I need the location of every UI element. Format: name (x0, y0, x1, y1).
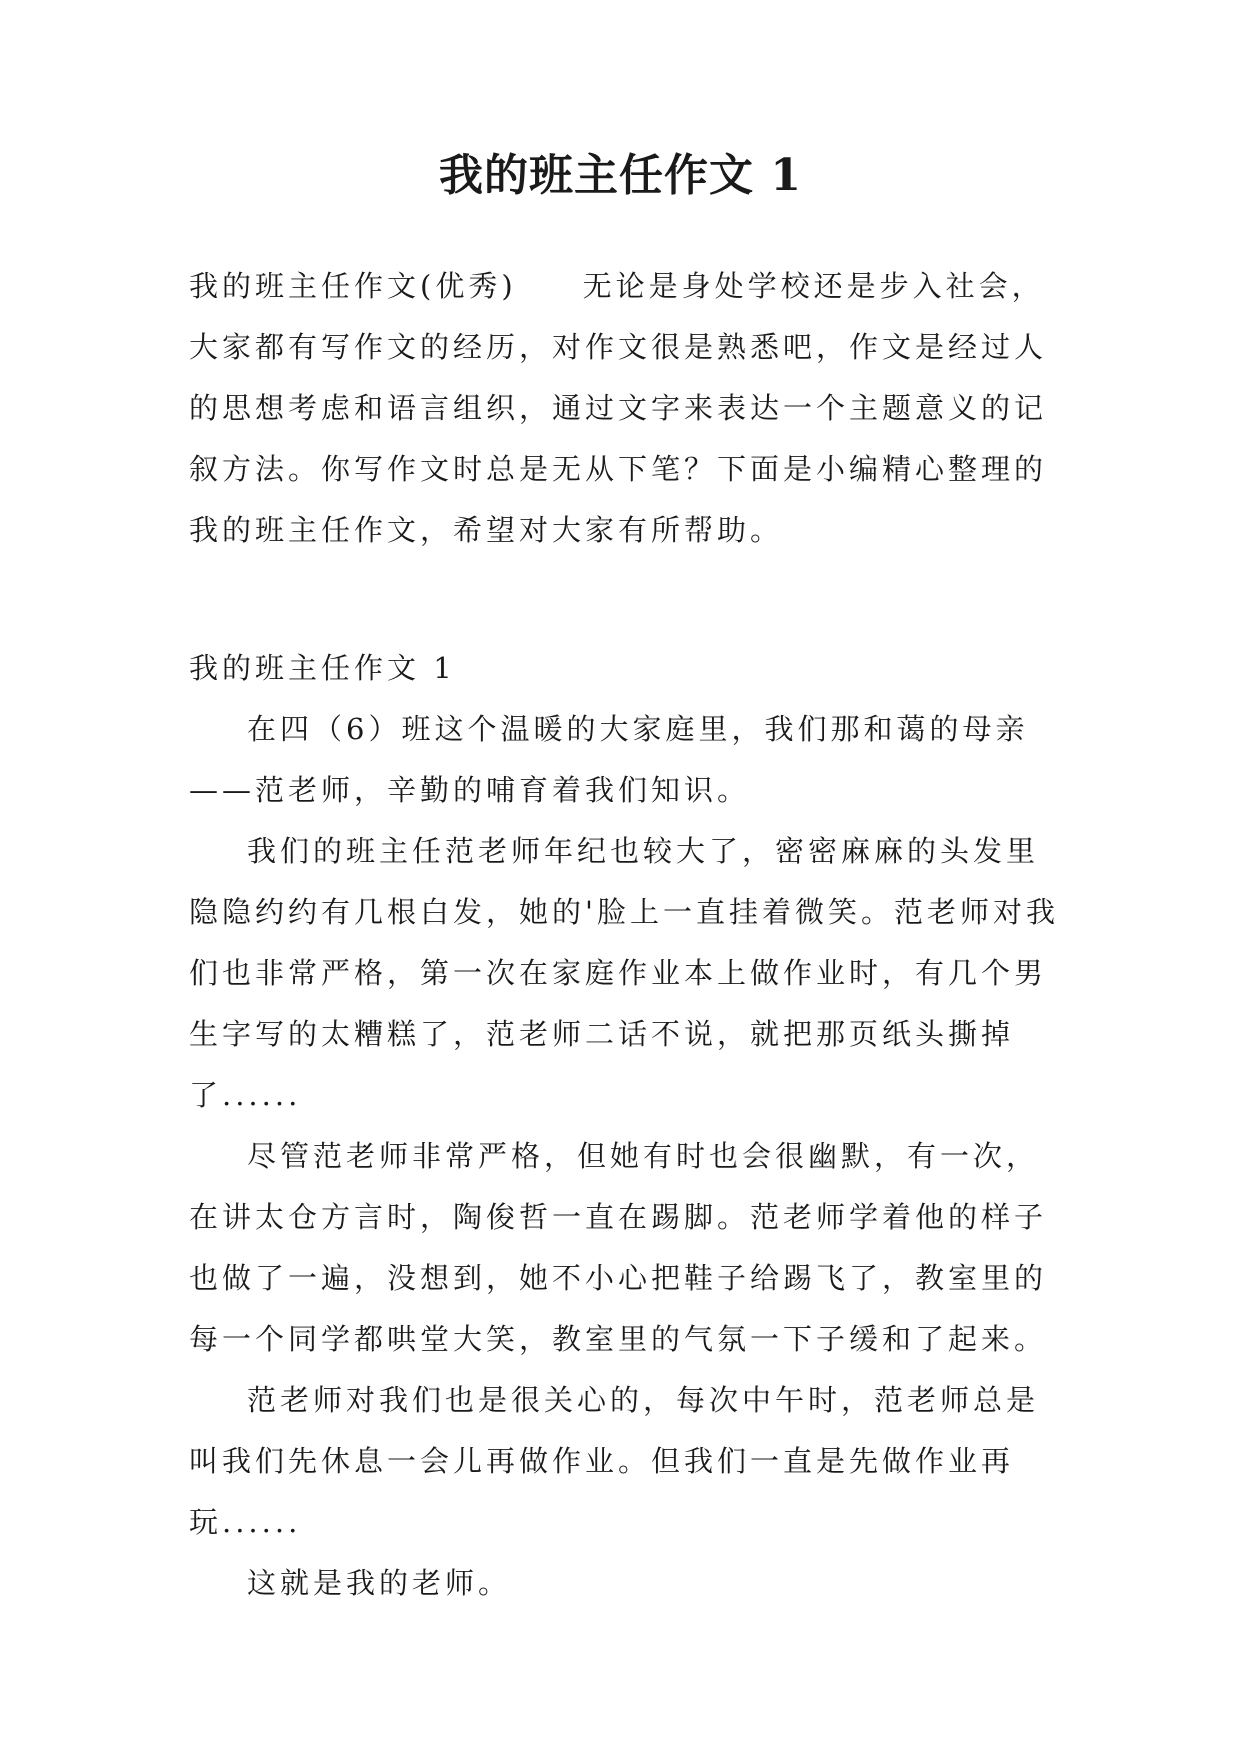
intro-paragraph: 我的班主任作文(优秀) 无论是身处学校还是步入社会，大家都有写作文的经历，对作文很是熟悉吧，作文是经过人的思想考虑和语言组织，通过文字来表达一个主题意义的记叙方法。你写作文时总是无从下笔？下面是小编精心整理的我的班主任作文，希望对大家有所帮助。 (189, 269, 1048, 547)
essay-paragraph: 范老师对我们也是很关心的，每次中午时，范老师总是叫我们先休息一会儿再做作业。但我们一直是先做作业再玩...... (189, 1383, 1040, 1539)
essay-paragraph: 我们的班主任范老师年纪也较大了，密密麻麻的头发里隐隐约约有几根白发，她的'脸上一直挂着微笑。范老师对我们也非常严格，第一次在家庭作业本上做作业时，有几个男生字写的太糟糕了，范老师二话不说，就把那页纸头撕掉了...... (189, 834, 1059, 1112)
essay-section (189, 638, 1059, 1614)
essay-paragraph: 尽管范老师非常严格，但她有时也会很幽默，有一次，在讲太仓方言时，陶俊哲一直在踢脚。范老师学着他的样子也做了一遍，没想到，她不小心把鞋子给踢飞了，教室里的每一个同学都哄堂大笑，教室里的气氛一下子缓和了起来。 (189, 1139, 1048, 1356)
essay-paragraph: 这就是我的老师。 (247, 1566, 512, 1600)
essay-paragraph: 在四（6）班这个温暖的大家庭里，我们那和蔼的母亲——范老师，辛勤的哺育着我们知识。 (189, 712, 1029, 807)
document-title: 我的班主任作文 1 (439, 150, 802, 201)
intro-block (189, 256, 1059, 561)
section-heading: 我的班主任作文 1 (189, 651, 456, 685)
